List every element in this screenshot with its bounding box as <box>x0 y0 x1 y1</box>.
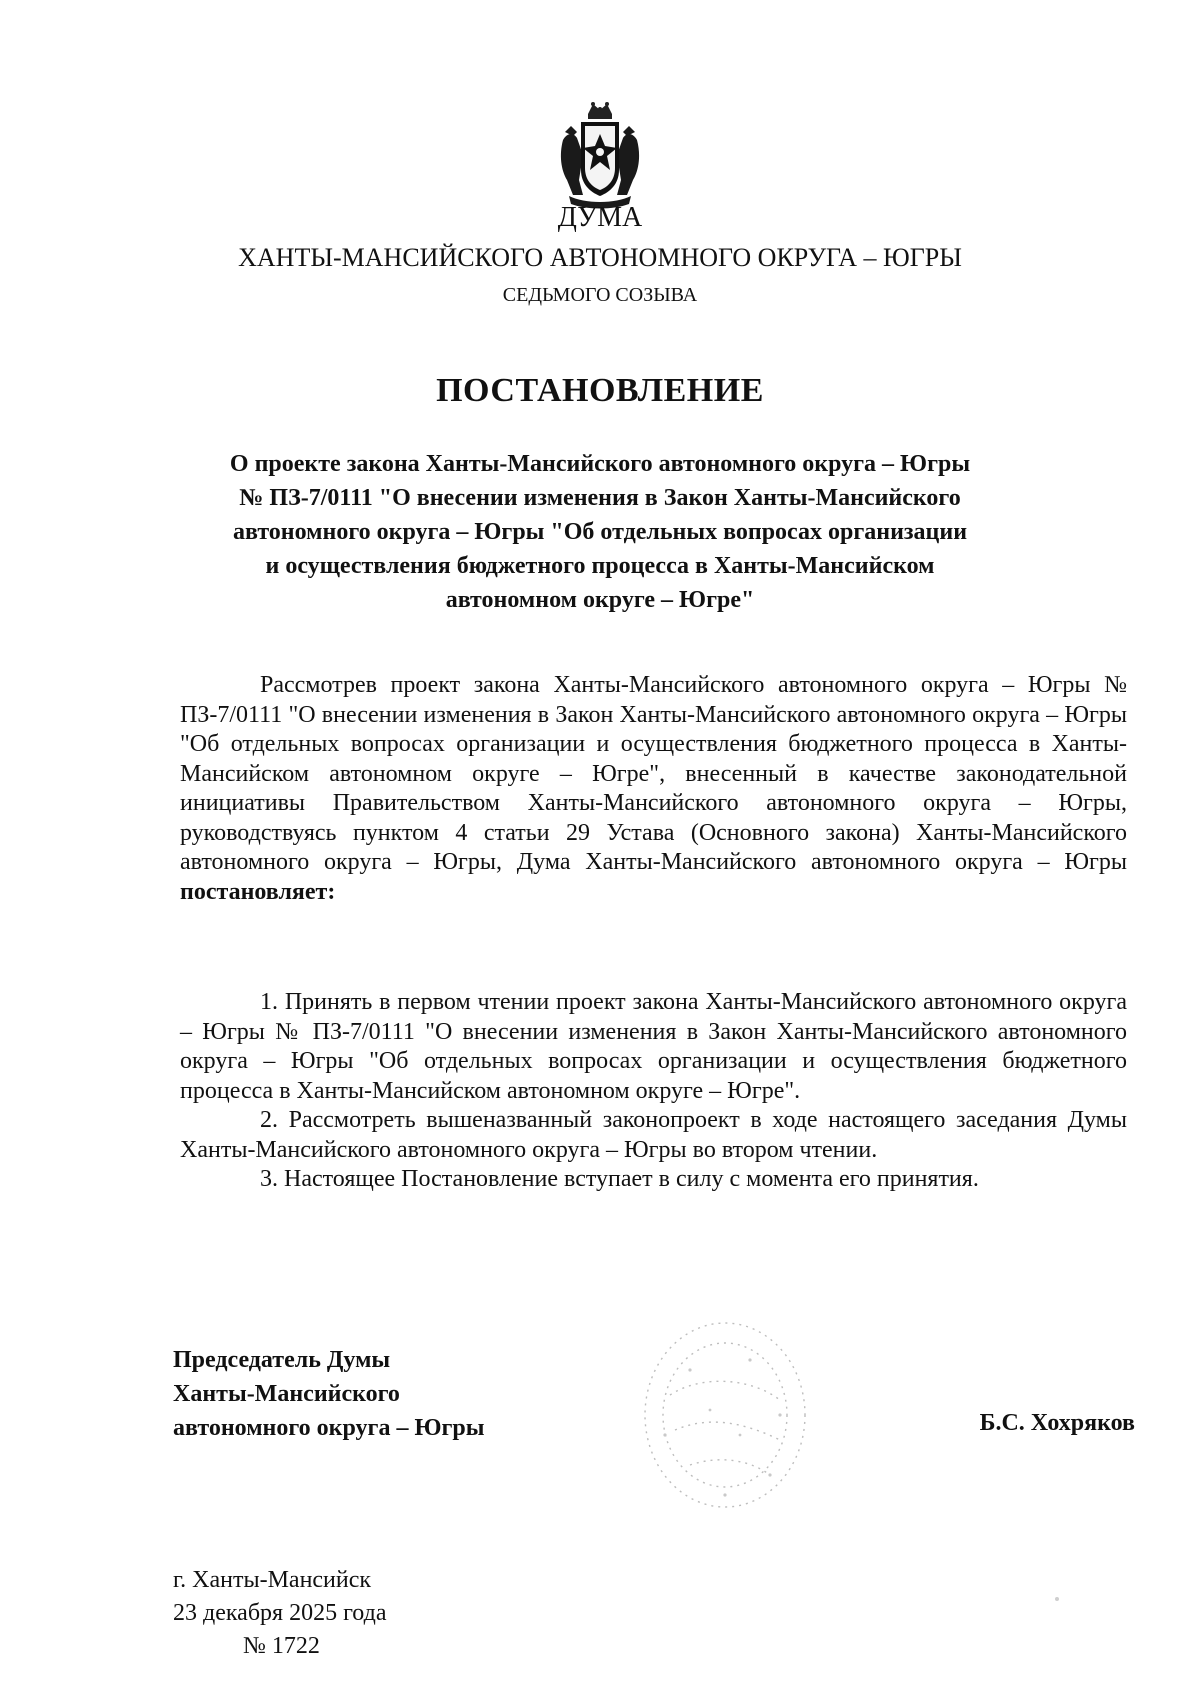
coat-of-arms-icon <box>555 100 645 210</box>
duma-convocation: СЕДЬМОГО СОЗЫВА <box>502 284 698 306</box>
preamble-paragraph <box>180 671 1127 907</box>
subject-line: О проекте закона Ханты-Мансийского автономного округа – Югры <box>229 451 971 477</box>
document-footer <box>173 1564 386 1663</box>
subject-line: № ПЗ-7/0111 "О внесении изменения в Закон Ханты-Мансийского <box>239 485 961 511</box>
signatory-position <box>173 1343 593 1445</box>
duma-okrug-name: ХАНТЫ-МАНСИЙСКОГО АВТОНОМНОГО ОКРУГА – ЮГРЫ <box>238 243 962 272</box>
document-subject <box>180 447 1020 617</box>
signatory-name: Б.С. Хохряков <box>979 1410 1135 1436</box>
place-of-signing: г. Ханты-Мансийск <box>173 1567 372 1593</box>
preamble-text: Рассмотрев проект закона Ханты-Мансийского автономного округа – Югры № ПЗ-7/0111 "О внесении изменения в Закон Ханты-Мансийского автономного округа – Югры "Об отдельных вопросах организации и осуществления бюджетного процесса в Ханты-Мансийском автономном округе – Югре", внесенный в качестве законодательной инициативы Правительством Ханты-Мансийского автономного округа – Югры, руководствуясь пунктом 4 статьи 29 Устава (Основного закона) Ханты-Мансийского автономного округа – Югры, Дума Ханты-Мансийского автономного округа – Югры <box>180 672 1127 875</box>
duma-title: ДУМА <box>557 202 643 233</box>
signatory-position-line: Председатель Думы <box>173 1347 391 1373</box>
document-number: № 1722 <box>243 1633 320 1659</box>
document-type-title: ПОСТАНОВЛЕНИЕ <box>436 372 764 409</box>
resolution-item: 1. Принять в первом чтении проект закона Ханты-Мансийского автономного округа – Югры № ПЗ-7/0111 "О внесении изменения в Закон Ханты-Мансийского автономного округа – Югры "Об отдельных вопросах организации и осуществления бюджетного процесса в Ханты-Мансийском автономном округе – Югре". <box>180 989 1127 1104</box>
resolution-item: 2. Рассмотреть вышеназванный законопроект в ходе настоящего заседания Думы Ханты-Мансийского автономного округа – Югры во втором чтении. <box>180 1107 1127 1163</box>
subject-line: автономном округе – Югре" <box>445 587 755 613</box>
signatory-position-line: Ханты-Мансийского <box>173 1381 400 1407</box>
resolution-item: 3. Настоящее Постановление вступает в силу с момента его принятия. <box>260 1166 979 1192</box>
signatory-position-line: автономного округа – Югры <box>173 1415 485 1441</box>
official-stamp-icon <box>630 1315 815 1520</box>
resolves-word: постановляет: <box>180 878 336 905</box>
resolution-items <box>180 988 1127 1195</box>
subject-line: автономного округа – Югры "Об отдельных вопросах организации <box>232 519 968 545</box>
subject-line: и осуществления бюджетного процесса в Ханты-Мансийском <box>265 553 935 579</box>
scan-speck <box>1055 1597 1059 1601</box>
signing-date: 23 декабря 2025 года <box>173 1600 387 1626</box>
